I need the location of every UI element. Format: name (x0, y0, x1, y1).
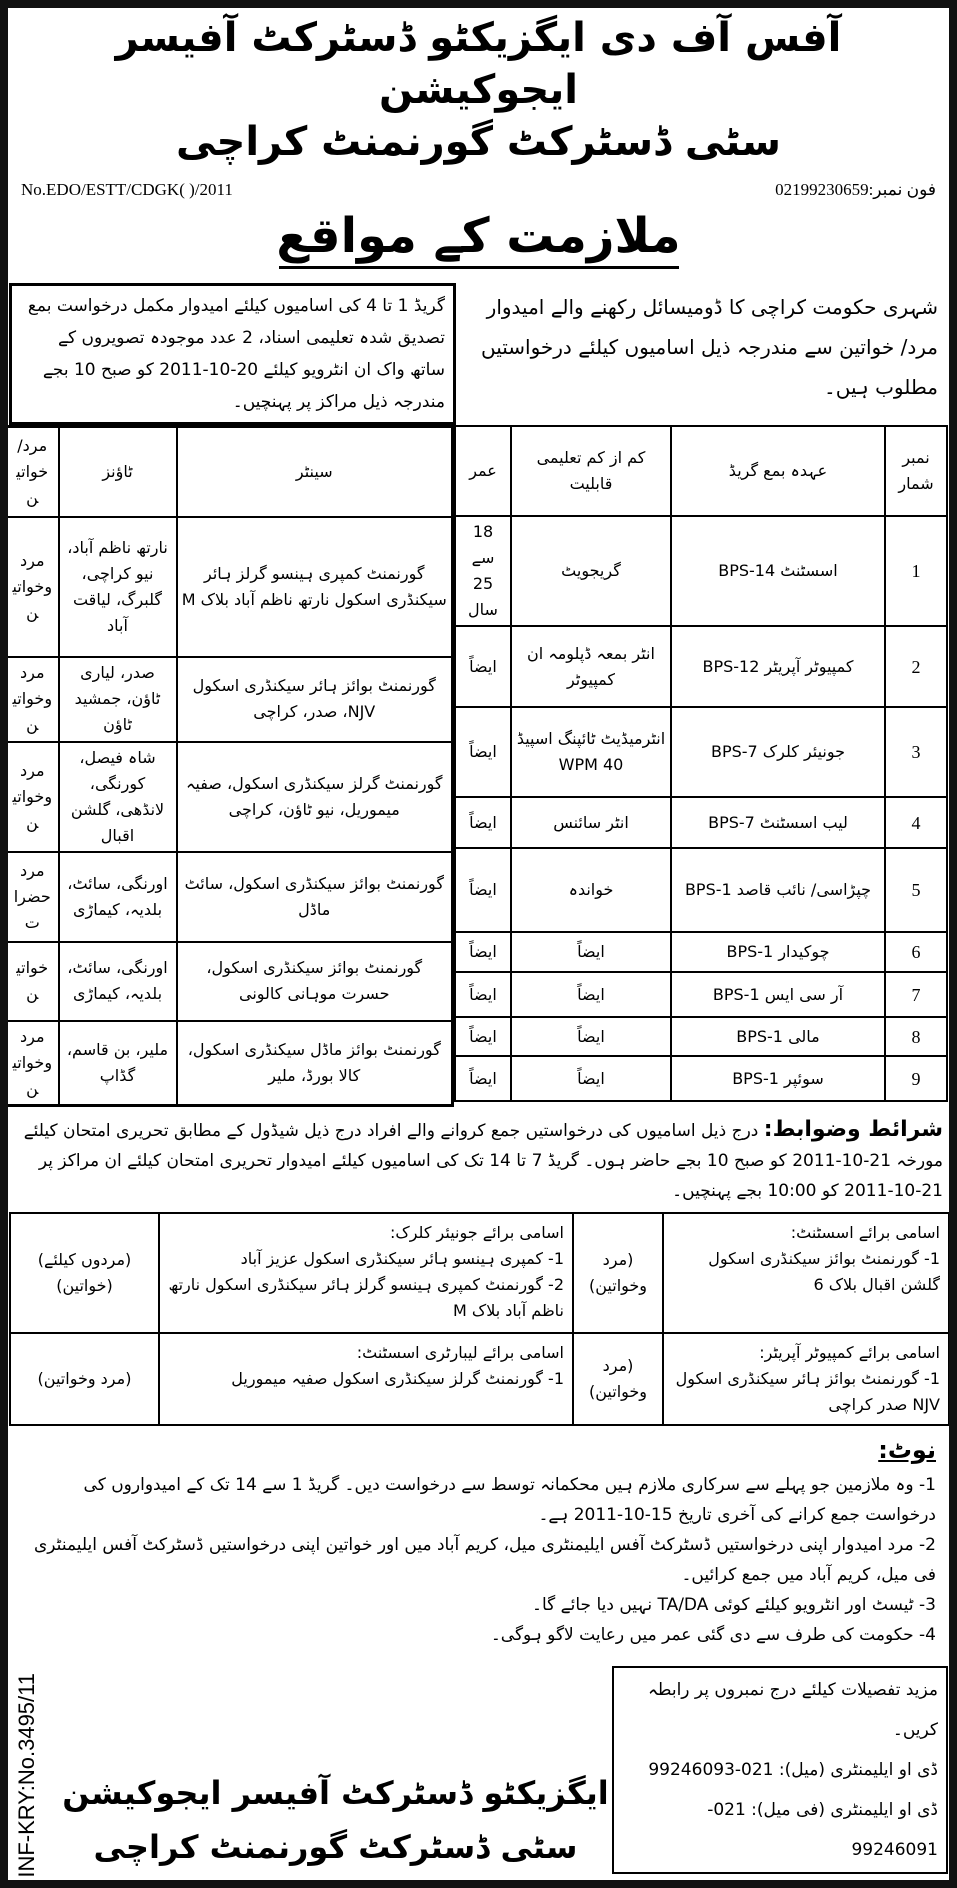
reference-row (21, 178, 936, 202)
center-name: گورنمنٹ بوائز ہائر سیکنڈری اسکول NJV، صدر، کراچی (177, 657, 453, 742)
qualification: ایضاً (511, 1056, 671, 1101)
signature-line1: ایگزیکٹو ڈسٹرکٹ آفیسر ایجوکیشن (62, 1773, 609, 1812)
contact-female: ڈی او ایلیمنٹری (فی میل): 021-99246091 (707, 1799, 938, 1860)
exam-gender: (مرد وخواتین) (10, 1333, 159, 1425)
gender: مرد وخواتین (6, 1021, 59, 1106)
posts-table (454, 425, 948, 1102)
exam-center-line: 2- گورنمنٹ کمپری ہینسو گرلز ہائر سیکنڈری اسکول نارتھ ناظم آباد بلاک M (168, 1274, 564, 1320)
centers-header-row (6, 427, 453, 517)
gender: مرد وخواتین (6, 517, 59, 657)
contact-intro: مزید تفصیلات کیلئے درج نمبروں پر رابطہ کریں۔ (647, 1679, 938, 1740)
post-title: چوکیدار BPS-1 (671, 932, 885, 972)
towns: ملیر، بن قاسم، گڈاپ (59, 1021, 177, 1106)
centers-table (4, 425, 454, 1107)
center-name: گورنمنٹ گرلز سیکنڈری اسکول، صفیہ میموریل، نیو ٹاؤن، کراچی (177, 742, 453, 852)
note-item: 2- مرد امیدوار اپنی درخواستیں ڈسٹرکٹ آفس ایلیمنٹری میل، کریم آباد میں اور خواتین اپنی درخواستیں ڈسٹرکٹ آفس ایلیمنٹری فی میل، کریم آباد میں جمع کرائیں۔ (34, 1534, 936, 1585)
government-title: سٹی ڈسٹرکٹ گورنمنٹ کراچی (176, 119, 781, 165)
terms-and-conditions (14, 1115, 943, 1206)
post-title: مالی BPS-1 (671, 1017, 885, 1056)
exam-post-title: اسامی برائے اسسٹنٹ: (790, 1222, 940, 1242)
headline-underline (279, 266, 679, 269)
table-row (6, 852, 453, 942)
towns: اورنگی، سائٹ، بلدیہ، کیماڑی (59, 942, 177, 1021)
intro-text: شہری حکومت کراچی کا ڈومیسائل رکھنے والے امیدوار مرد/ خواتین سے مندرجہ ذیل اسامیوں کیلئے درخواستیں مطلوب ہیں۔ (480, 295, 938, 399)
contact-male: ڈی او ایلیمنٹری (میل): 021-99246093 (648, 1759, 938, 1780)
center-name: گورنمنٹ بوائز سیکنڈری اسکول، حسرت موہانی کالونی (177, 942, 453, 1021)
age-limit: ایضاً (455, 932, 511, 972)
qualification: ایضاً (511, 972, 671, 1017)
posts-header-row (455, 426, 947, 516)
intro-row (9, 283, 948, 425)
gender: مرد وخواتین (6, 742, 59, 852)
table-row (10, 1333, 949, 1425)
exam-center-line: 1- گورنمنٹ بوائز ہائر سیکنڈری اسکول NJV صدر کراچی (675, 1368, 940, 1414)
exam-center-line: 1- گورنمنٹ بوائز سیکنڈری اسکول گلشن اقبال بلاک 6 (708, 1248, 940, 1294)
table-row (455, 516, 947, 626)
age-limit: ایضاً (455, 707, 511, 797)
table-row (455, 1017, 947, 1056)
qualification: خواندہ (511, 848, 671, 932)
post-title: اسسٹنٹ BPS-14 (671, 516, 885, 626)
phone-number: فون نمبر:02199230659 (775, 180, 936, 199)
exam-center-a (663, 1213, 949, 1333)
row-number: 1 (885, 516, 947, 626)
row-number: 8 (885, 1017, 947, 1056)
signature-block (59, 1766, 612, 1874)
office-title: آفس آف دی ایگزیکٹو ڈسٹرکٹ آفیسر ایجوکیشن (115, 15, 842, 113)
age-limit: 18 سے 25 سال (455, 516, 511, 626)
post-title: سوئپر BPS-1 (671, 1056, 885, 1101)
note-item: 4- حکومت کی طرف سے دی گئی عمر میں رعایت لاگو ہوگی۔ (490, 1624, 936, 1645)
qualification: گریجویٹ (511, 516, 671, 626)
exam-center-b (159, 1333, 573, 1425)
bottom-row (9, 1666, 948, 1874)
reference-number: No.EDO/ESTT/CDGK( )/2011 (21, 180, 233, 199)
table-row (455, 707, 947, 797)
exam-centers-table (9, 1212, 950, 1426)
notes-list (21, 1470, 936, 1650)
inf-code: INF-KRY:No.3495/11 (14, 1672, 39, 1878)
exam-gender: (مردوں کیلئے) (خواتین) (10, 1213, 159, 1333)
contact-box (612, 1666, 948, 1874)
towns: نارتھ ناظم آباد، نیو کراچی، گلبرگ، لیاقت آباد (59, 517, 177, 657)
notes-heading: نوٹ: (878, 1435, 936, 1464)
note-item: 1- وہ ملازمین جو پہلے سے سرکاری ملازم ہیں محکمانہ توسط سے درخواست دیں۔ گریڈ 1 سے 14 تک کے امیدواروں کی درخواست جمع کرانے کی آخری تاریخ 15-10-2011 ہے۔ (83, 1474, 936, 1525)
signature-line2: سٹی ڈسٹرکٹ گورنمنٹ کراچی (93, 1827, 578, 1866)
walk-in-instructions: گریڈ 1 تا 4 کی اسامیوں کیلئے امیدوار مکمل درخواست بمع تصدیق شدہ تعلیمی اسناد، 2 عدد موجودہ تصویروں کے ساتھ واک ان انٹرویو کیلئے 20-10-2011 کو صبح 10 بجے مندرجہ ذیل مراکز پر پہنچیں۔ (9, 283, 456, 425)
exam-post-title: اسامی برائے لیبارٹری اسسٹنٹ: (356, 1342, 564, 1362)
row-number: 7 (885, 972, 947, 1017)
terms-label: شرائط وضوابط: (763, 1116, 943, 1142)
tables-row (9, 425, 948, 1107)
qualification: انٹر سائنس (511, 797, 671, 848)
post-title: آر سی ایس BPS-1 (671, 972, 885, 1017)
age-limit: ایضاً (455, 626, 511, 707)
table-row (455, 848, 947, 932)
row-number: 6 (885, 932, 947, 972)
table-row (6, 657, 453, 742)
row-number: 3 (885, 707, 947, 797)
center-name: گورنمنٹ بوائز سیکنڈری اسکول، سائٹ ماڈل (177, 852, 453, 942)
table-row (6, 1021, 453, 1106)
age-limit: ایضاً (455, 972, 511, 1017)
terms-text: درج ذیل اسامیوں کی درخواستیں جمع کروانے والے افراد درج ذیل شیڈول کے مطابق تحریری امتحان کیلئے مورخہ 21-10-2011 کو صبح 10 بجے حاضر ہوں۔ گریڈ 7 تا 14 تک کی اسامیوں کیلئے امیدوار تحریری امتحان کیلئے ان مراکز پر 21-10-2011 کو 10:00 بجے پہنچیں۔ (23, 1120, 943, 1201)
table-row (6, 942, 453, 1021)
age-limit: ایضاً (455, 797, 511, 848)
header-gender: مرد/ خواتین (6, 427, 59, 517)
row-number: 9 (885, 1056, 947, 1101)
note-item: 3- ٹیسٹ اور انٹرویو کیلئے کوئی TA/DA نہیں دیا جائے گا۔ (532, 1594, 936, 1615)
gender: مرد حضرات (6, 852, 59, 942)
age-limit: ایضاً (455, 848, 511, 932)
exam-center-a (663, 1333, 949, 1425)
header-towns: ٹاؤنز (59, 427, 177, 517)
qualification: انٹرمیڈیٹ ٹائپنگ اسپیڈ 40 WPM (511, 707, 671, 797)
exam-center-line: 1- کمپری ہینسو ہائر سیکنڈری اسکول عزیز آباد (240, 1248, 564, 1268)
post-title: کمپیوٹر آپریٹر BPS-12 (671, 626, 885, 707)
header-qualification: کم از کم تعلیمی قابلیت (511, 426, 671, 516)
row-number: 2 (885, 626, 947, 707)
gender: مرد وخواتین (6, 657, 59, 742)
exam-center-line: 1- گورنمنٹ گرلز سیکنڈری اسکول صفیہ میموریل (231, 1368, 564, 1388)
gender: خواتین (6, 942, 59, 1021)
qualification: انٹر بمعہ ڈپلومہ ان کمپیوٹر (511, 626, 671, 707)
towns: صدر، لیاری ٹاؤن، جمشید ٹاؤن (59, 657, 177, 742)
qualification: ایضاً (511, 932, 671, 972)
qualification: ایضاً (511, 1017, 671, 1056)
age-limit: ایضاً (455, 1017, 511, 1056)
table-row (455, 626, 947, 707)
header-age: عمر (455, 426, 511, 516)
header-number: نمبر شمار (885, 426, 947, 516)
table-row (455, 1056, 947, 1101)
center-name: گورنمنٹ کمپری ہینسو گرلز ہائر سیکنڈری اسکول نارتھ ناظم آباد بلاک M (177, 517, 453, 657)
table-row (455, 972, 947, 1017)
row-number: 5 (885, 848, 947, 932)
towns: شاہ فیصل، کورنگی، لانڈھی، گلشن اقبال (59, 742, 177, 852)
exam-center-b (159, 1213, 573, 1333)
exam-post-title: اسامی برائے کمپیوٹر آپریٹر: (759, 1342, 940, 1362)
table-row (6, 742, 453, 852)
header-post: عہدہ بمع گریڈ (671, 426, 885, 516)
center-name: گورنمنٹ بوائز ماڈل سیکنڈری اسکول، کالا بورڈ، ملیر (177, 1021, 453, 1106)
headline: ملازمت کے مواقع (276, 208, 681, 264)
age-limit: ایضاً (455, 1056, 511, 1101)
exam-post-title: اسامی برائے جونیئر کلرک: (390, 1222, 564, 1242)
table-row (10, 1213, 949, 1333)
exam-gender: (مرد وخواتین) (573, 1333, 663, 1425)
table-row (455, 932, 947, 972)
exam-gender: (مرد وخواتین) (573, 1213, 663, 1333)
towns: اورنگی، سائٹ، بلدیہ، کیماڑی (59, 852, 177, 942)
table-row (455, 797, 947, 848)
table-row (6, 517, 453, 657)
row-number: 4 (885, 797, 947, 848)
header-center: سینٹر (177, 427, 453, 517)
post-title: چپڑاسی/ نائب قاصد BPS-1 (671, 848, 885, 932)
post-title: جونیئر کلرک BPS-7 (671, 707, 885, 797)
post-title: لیب اسسٹنٹ BPS-7 (671, 797, 885, 848)
